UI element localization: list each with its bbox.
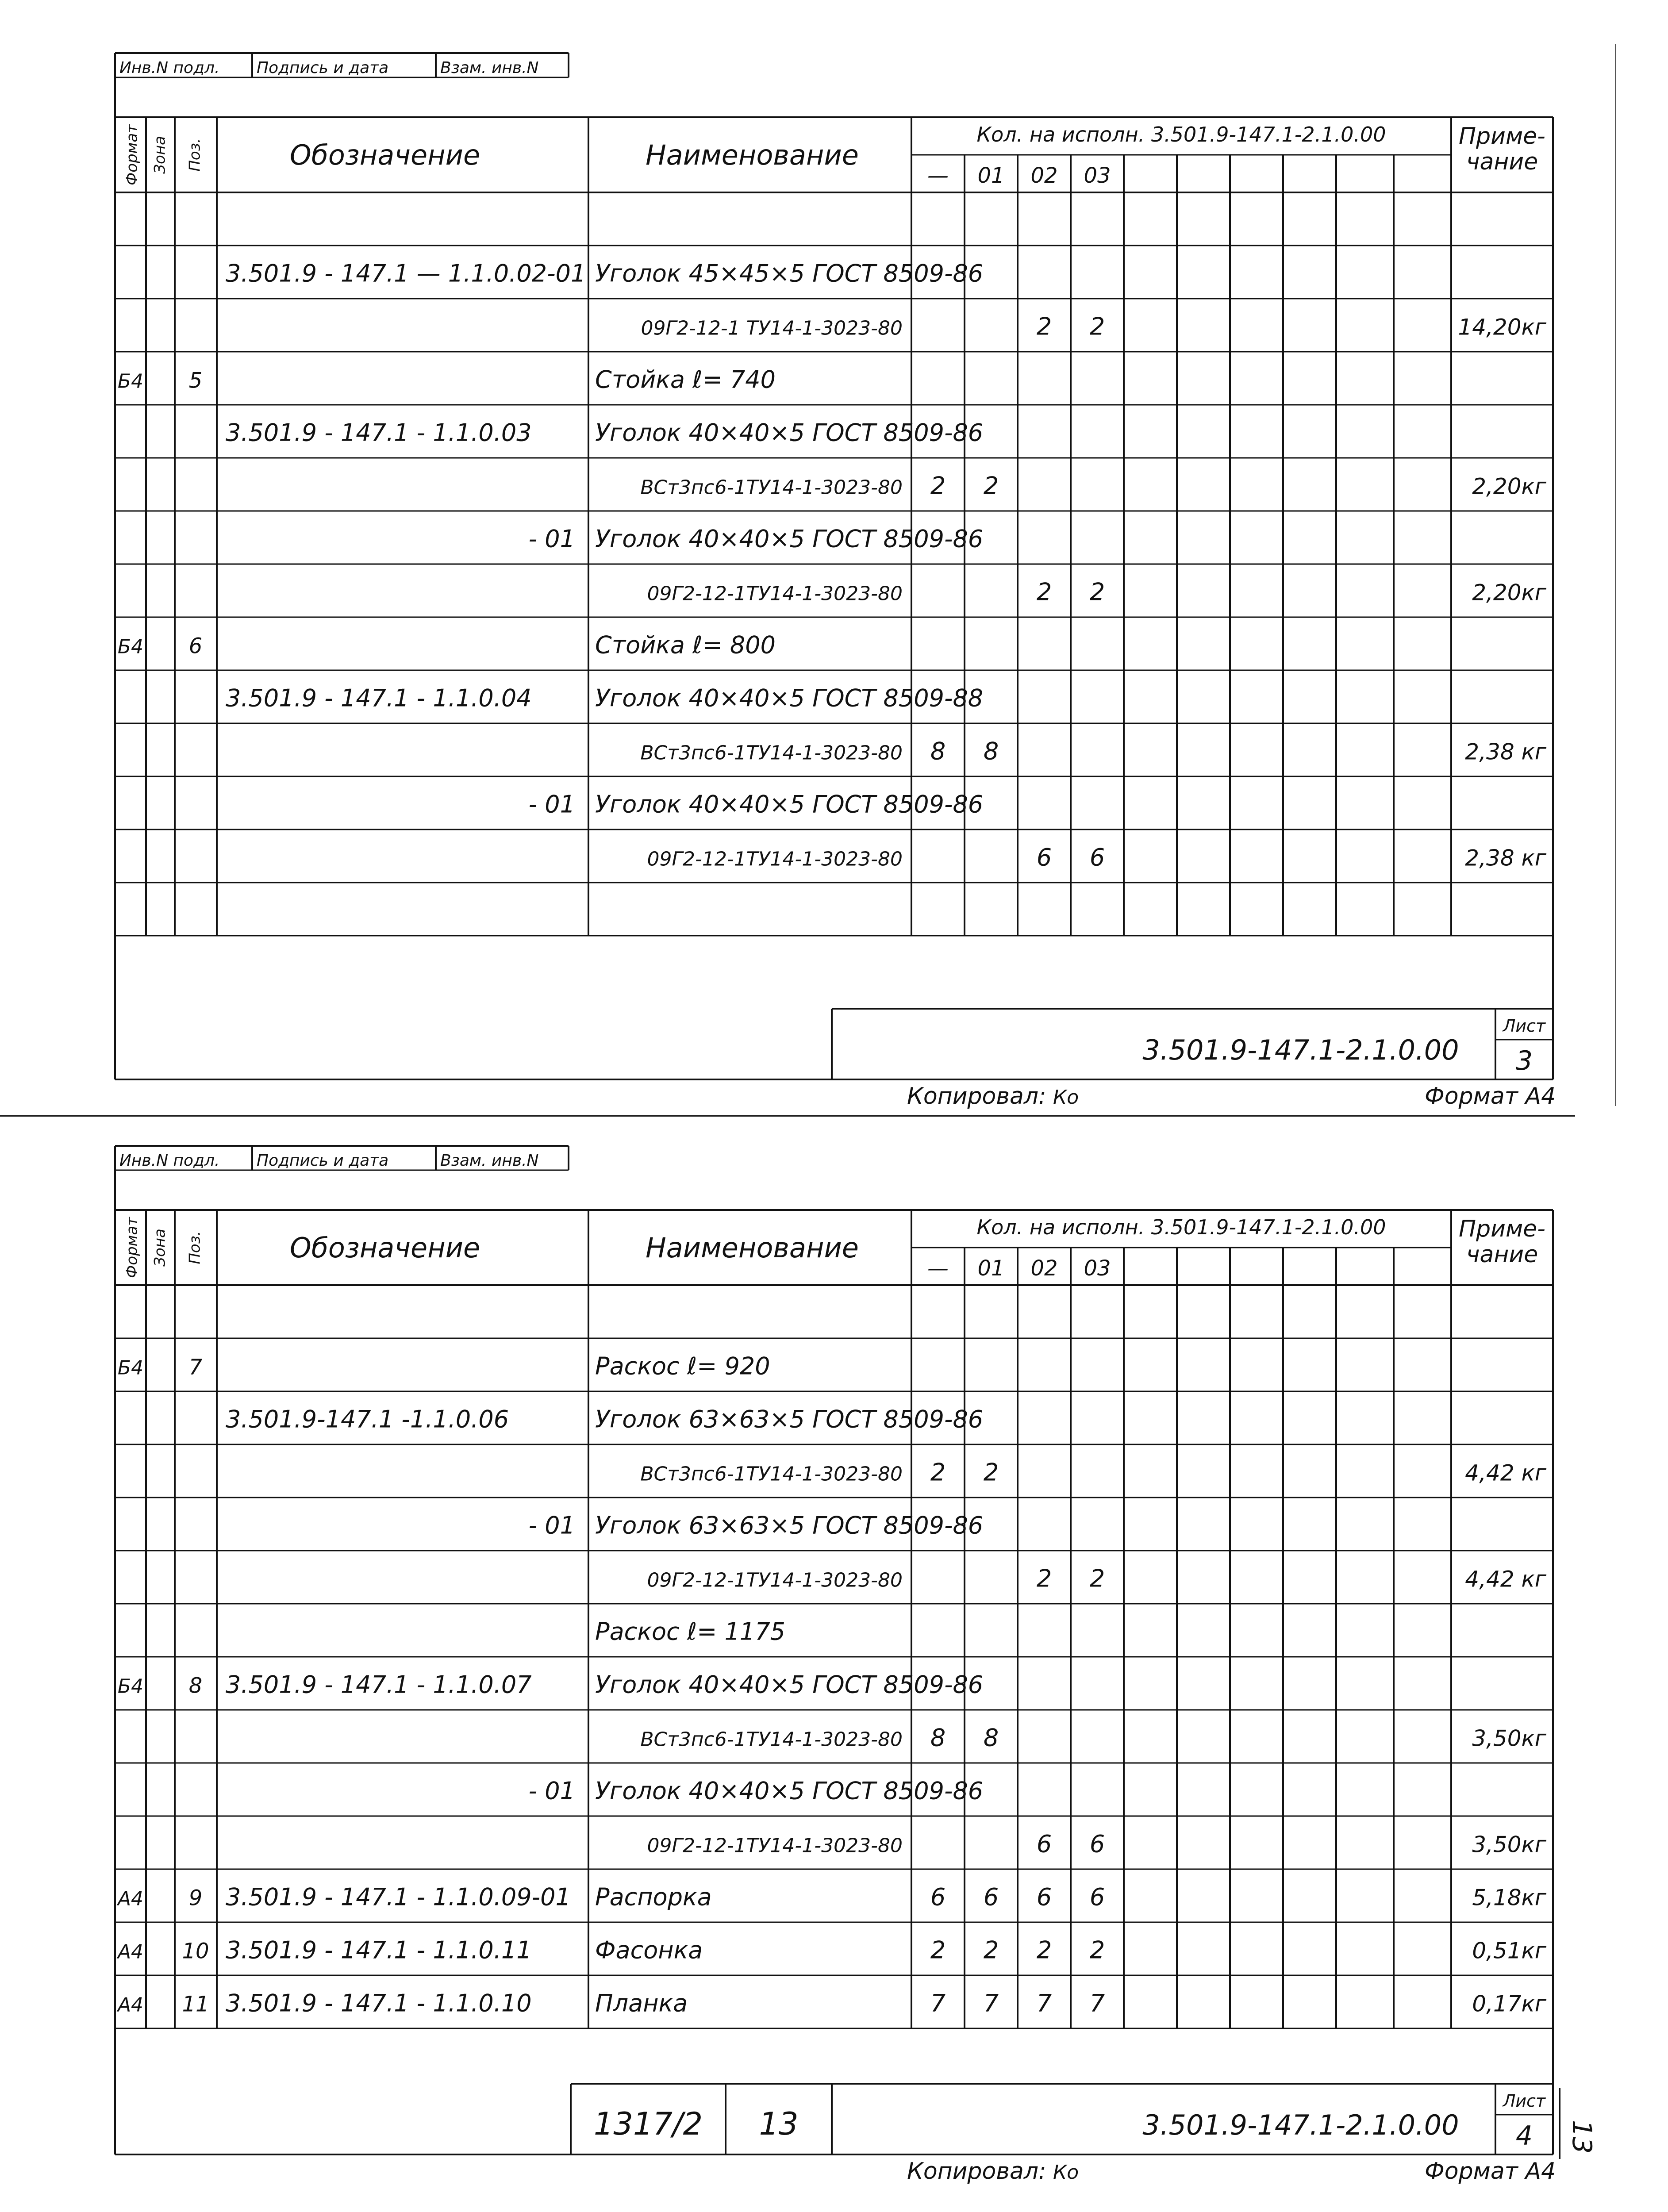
row-note: 2,38 кг <box>1465 845 1546 871</box>
row-qty-3: 2 <box>1089 578 1105 606</box>
row-designation: 3.501.9 - 147.1 - 1.1.0.07 <box>226 1671 532 1699</box>
row-note: 2,20кг <box>1472 580 1546 606</box>
row-name: ВСт3пс6-1ТУ14-1-3023-80 <box>640 741 903 764</box>
row-designation: - 01 <box>528 1511 575 1540</box>
row-note: 14,20кг <box>1458 314 1546 340</box>
row-qty-3: 6 <box>1089 1883 1105 1911</box>
row-name: Распорка <box>595 1883 712 1911</box>
row-qty-3: 6 <box>1089 843 1105 872</box>
header-qty-col-0: — <box>927 1256 949 1281</box>
row-qty-0: 2 <box>930 472 946 500</box>
row-designation: 3.501.9 - 147.1 - 1.1.0.09-01 <box>226 1883 571 1911</box>
row-qty-0: 8 <box>930 737 946 765</box>
row-name: Раскос ℓ= 1175 <box>595 1617 785 1646</box>
format-label: Формат А4 <box>1425 1083 1556 1110</box>
header-pos: Поз. <box>186 1231 204 1264</box>
header-qty-title: Кол. на исполн. 3.501.9-147.1-2.1.0.00 <box>976 1215 1386 1239</box>
row-note: 3,50кг <box>1472 1725 1546 1751</box>
sheet-separator-line <box>0 1115 1575 1117</box>
title-code: 3.501.9-147.1-2.1.0.00 <box>1142 2109 1459 2141</box>
margin-page-number: 13 <box>1566 2120 1597 2154</box>
row-designation: 3.501.9-147.1 -1.1.0.06 <box>226 1405 509 1433</box>
row-qty-0: 2 <box>930 1458 946 1486</box>
row-qty-2: 7 <box>1036 1989 1052 2017</box>
row-designation: - 01 <box>528 1777 575 1805</box>
row-format: А4 <box>117 1993 144 2016</box>
row-name: Стойка ℓ= 800 <box>595 631 776 659</box>
row-note: 4,42 кг <box>1465 1566 1546 1592</box>
header-qty-col-1: 01 <box>977 1256 1005 1281</box>
row-format: Б4 <box>117 1356 144 1379</box>
header-pos: Поз. <box>186 138 204 172</box>
header-designation: Обозначение <box>289 1232 480 1264</box>
header-qty-col-2: 02 <box>1030 163 1058 188</box>
row-qty-2: 6 <box>1036 1883 1052 1911</box>
row-name: Раскос ℓ= 920 <box>595 1352 770 1380</box>
row-note: 4,42 кг <box>1465 1460 1546 1486</box>
row-format: Б4 <box>117 635 144 658</box>
row-name: Уголок 40×40×5 ГОСТ 8509-86 <box>595 525 984 553</box>
frame-right-edge <box>1615 44 1616 1106</box>
sheet-label: Лист <box>1503 1016 1546 1036</box>
row-qty-0: 2 <box>930 1936 946 1964</box>
row-qty-2: 6 <box>1036 843 1052 872</box>
header-name: Наименование <box>646 139 859 171</box>
inventory-number: 1317/2 <box>593 2106 703 2142</box>
row-qty-1: 2 <box>983 1458 999 1486</box>
row-pos: 8 <box>188 1673 203 1698</box>
title-code: 3.501.9-147.1-2.1.0.00 <box>1142 1034 1459 1066</box>
row-qty-1: 8 <box>983 1724 999 1752</box>
row-qty-0: 8 <box>930 1724 946 1752</box>
header-format: Формат <box>123 124 141 185</box>
row-pos: 7 <box>188 1355 203 1380</box>
row-format: Б4 <box>117 370 144 393</box>
row-pos: 6 <box>188 634 203 659</box>
row-qty-3: 2 <box>1089 1936 1105 1964</box>
stamp-label-inv: Инв.N подл. <box>119 1152 220 1170</box>
header-note: Приме-чание <box>1459 123 1545 175</box>
row-name: Уголок 40×40×5 ГОСТ 8509-86 <box>595 1671 984 1699</box>
stamp-label-sign: Подпись и дата <box>257 59 389 77</box>
row-qty-0: 7 <box>930 1989 946 2017</box>
row-name: ВСт3пс6-1ТУ14-1-3023-80 <box>640 1728 903 1751</box>
row-qty-3: 6 <box>1089 1830 1105 1858</box>
row-name: Уголок 63×63×5 ГОСТ 8509-86 <box>595 1405 984 1433</box>
row-designation: - 01 <box>528 525 575 553</box>
row-qty-1: 2 <box>983 472 999 500</box>
row-designation: 3.501.9 - 147.1 — 1.1.0.02-01 <box>226 259 586 288</box>
row-name: Фасонка <box>595 1936 703 1964</box>
row-name: 09Г2-12-1ТУ14-1-3023-80 <box>647 1569 903 1592</box>
sheet-number: 3 <box>1515 1045 1533 1076</box>
row-note: 3,50кг <box>1472 1832 1546 1858</box>
stamp-label-replace: Взам. инв.N <box>440 59 539 77</box>
page-4-table <box>0 1137 1668 2212</box>
row-name: Уголок 40×40×5 ГОСТ 8509-86 <box>595 1777 984 1805</box>
header-zone: Зона <box>151 1229 169 1267</box>
row-note: 0,51кг <box>1472 1938 1546 1964</box>
row-qty-2: 6 <box>1036 1830 1052 1858</box>
copied-signature: Ко <box>1053 1086 1079 1109</box>
row-name: ВСт3пс6-1ТУ14-1-3023-80 <box>640 476 903 499</box>
row-name: ВСт3пс6-1ТУ14-1-3023-80 <box>640 1463 903 1486</box>
header-qty-col-3: 03 <box>1084 1256 1111 1281</box>
row-name: Уголок 63×63×5 ГОСТ 8509-86 <box>595 1511 984 1540</box>
row-qty-2: 2 <box>1036 1564 1052 1593</box>
row-note: 2,38 кг <box>1465 739 1546 765</box>
row-designation: 3.501.9 - 147.1 - 1.1.0.03 <box>226 419 532 447</box>
row-note: 2,20кг <box>1472 473 1546 499</box>
header-qty-col-0: — <box>927 163 949 188</box>
header-format: Формат <box>123 1217 141 1278</box>
row-name: 09Г2-12-1ТУ14-1-3023-80 <box>647 1834 903 1857</box>
sheet-label: Лист <box>1503 2091 1546 2111</box>
header-zone: Зона <box>151 136 169 174</box>
row-note: 5,18кг <box>1472 1885 1546 1911</box>
row-note: 0,17кг <box>1472 1991 1546 2017</box>
row-format: А4 <box>117 1940 144 1963</box>
row-name: Уголок 45×45×5 ГОСТ 8509-86 <box>595 259 984 288</box>
row-name: Стойка ℓ= 740 <box>595 365 776 394</box>
row-qty-1: 8 <box>983 737 999 765</box>
row-designation: - 01 <box>528 790 575 818</box>
row-name: 09Г2-12-1 ТУ14-1-3023-80 <box>641 317 903 340</box>
row-name: Уголок 40×40×5 ГОСТ 8509-88 <box>595 684 984 712</box>
row-name: Уголок 40×40×5 ГОСТ 8509-86 <box>595 790 984 818</box>
sheet-number: 4 <box>1515 2120 1533 2151</box>
row-qty-1: 2 <box>983 1936 999 1964</box>
row-qty-1: 7 <box>983 1989 999 2017</box>
row-name: Уголок 40×40×5 ГОСТ 8509-86 <box>595 419 984 447</box>
row-designation: 3.501.9 - 147.1 - 1.1.0.11 <box>226 1936 532 1964</box>
row-qty-2: 2 <box>1036 312 1052 341</box>
row-designation: 3.501.9 - 147.1 - 1.1.0.10 <box>226 1989 532 2017</box>
row-pos: 10 <box>182 1939 209 1964</box>
row-format: Б4 <box>117 1675 144 1698</box>
row-qty-3: 7 <box>1089 1989 1105 2017</box>
header-note: Приме-чание <box>1459 1216 1545 1268</box>
row-name: Планка <box>595 1989 688 2017</box>
spec-sheet-page-4 <box>0 1137 1668 2212</box>
stamp-label-replace: Взам. инв.N <box>440 1152 539 1170</box>
header-qty-col-1: 01 <box>977 163 1005 188</box>
row-qty-0: 6 <box>930 1883 946 1911</box>
row-qty-2: 2 <box>1036 578 1052 606</box>
row-pos: 11 <box>182 1992 209 2017</box>
row-name: 09Г2-12-1ТУ14-1-3023-80 <box>647 582 903 605</box>
row-format: А4 <box>117 1887 144 1910</box>
row-pos: 5 <box>188 368 203 393</box>
row-name: 09Г2-12-1ТУ14-1-3023-80 <box>647 848 903 871</box>
row-qty-3: 2 <box>1089 1564 1105 1593</box>
row-pos: 9 <box>188 1886 203 1911</box>
header-designation: Обозначение <box>289 139 480 171</box>
stamp-label-inv: Инв.N подл. <box>119 59 220 77</box>
header-qty-title: Кол. на исполн. 3.501.9-147.1-2.1.0.00 <box>976 123 1386 146</box>
header-qty-col-3: 03 <box>1084 163 1111 188</box>
row-qty-3: 2 <box>1089 312 1105 341</box>
format-label: Формат А4 <box>1425 2158 1556 2185</box>
stamp-label-sign: Подпись и дата <box>257 1152 389 1170</box>
header-qty-col-2: 02 <box>1030 1256 1058 1281</box>
header-name: Наименование <box>646 1232 859 1264</box>
row-qty-1: 6 <box>983 1883 999 1911</box>
doc-number: 13 <box>759 2106 799 2142</box>
row-qty-2: 2 <box>1036 1936 1052 1964</box>
copied-label: Копировал: <box>907 2158 1046 2185</box>
copied-signature: Ко <box>1053 2161 1079 2184</box>
row-designation: 3.501.9 - 147.1 - 1.1.0.04 <box>226 684 532 712</box>
copied-label: Копировал: <box>907 1083 1046 1110</box>
